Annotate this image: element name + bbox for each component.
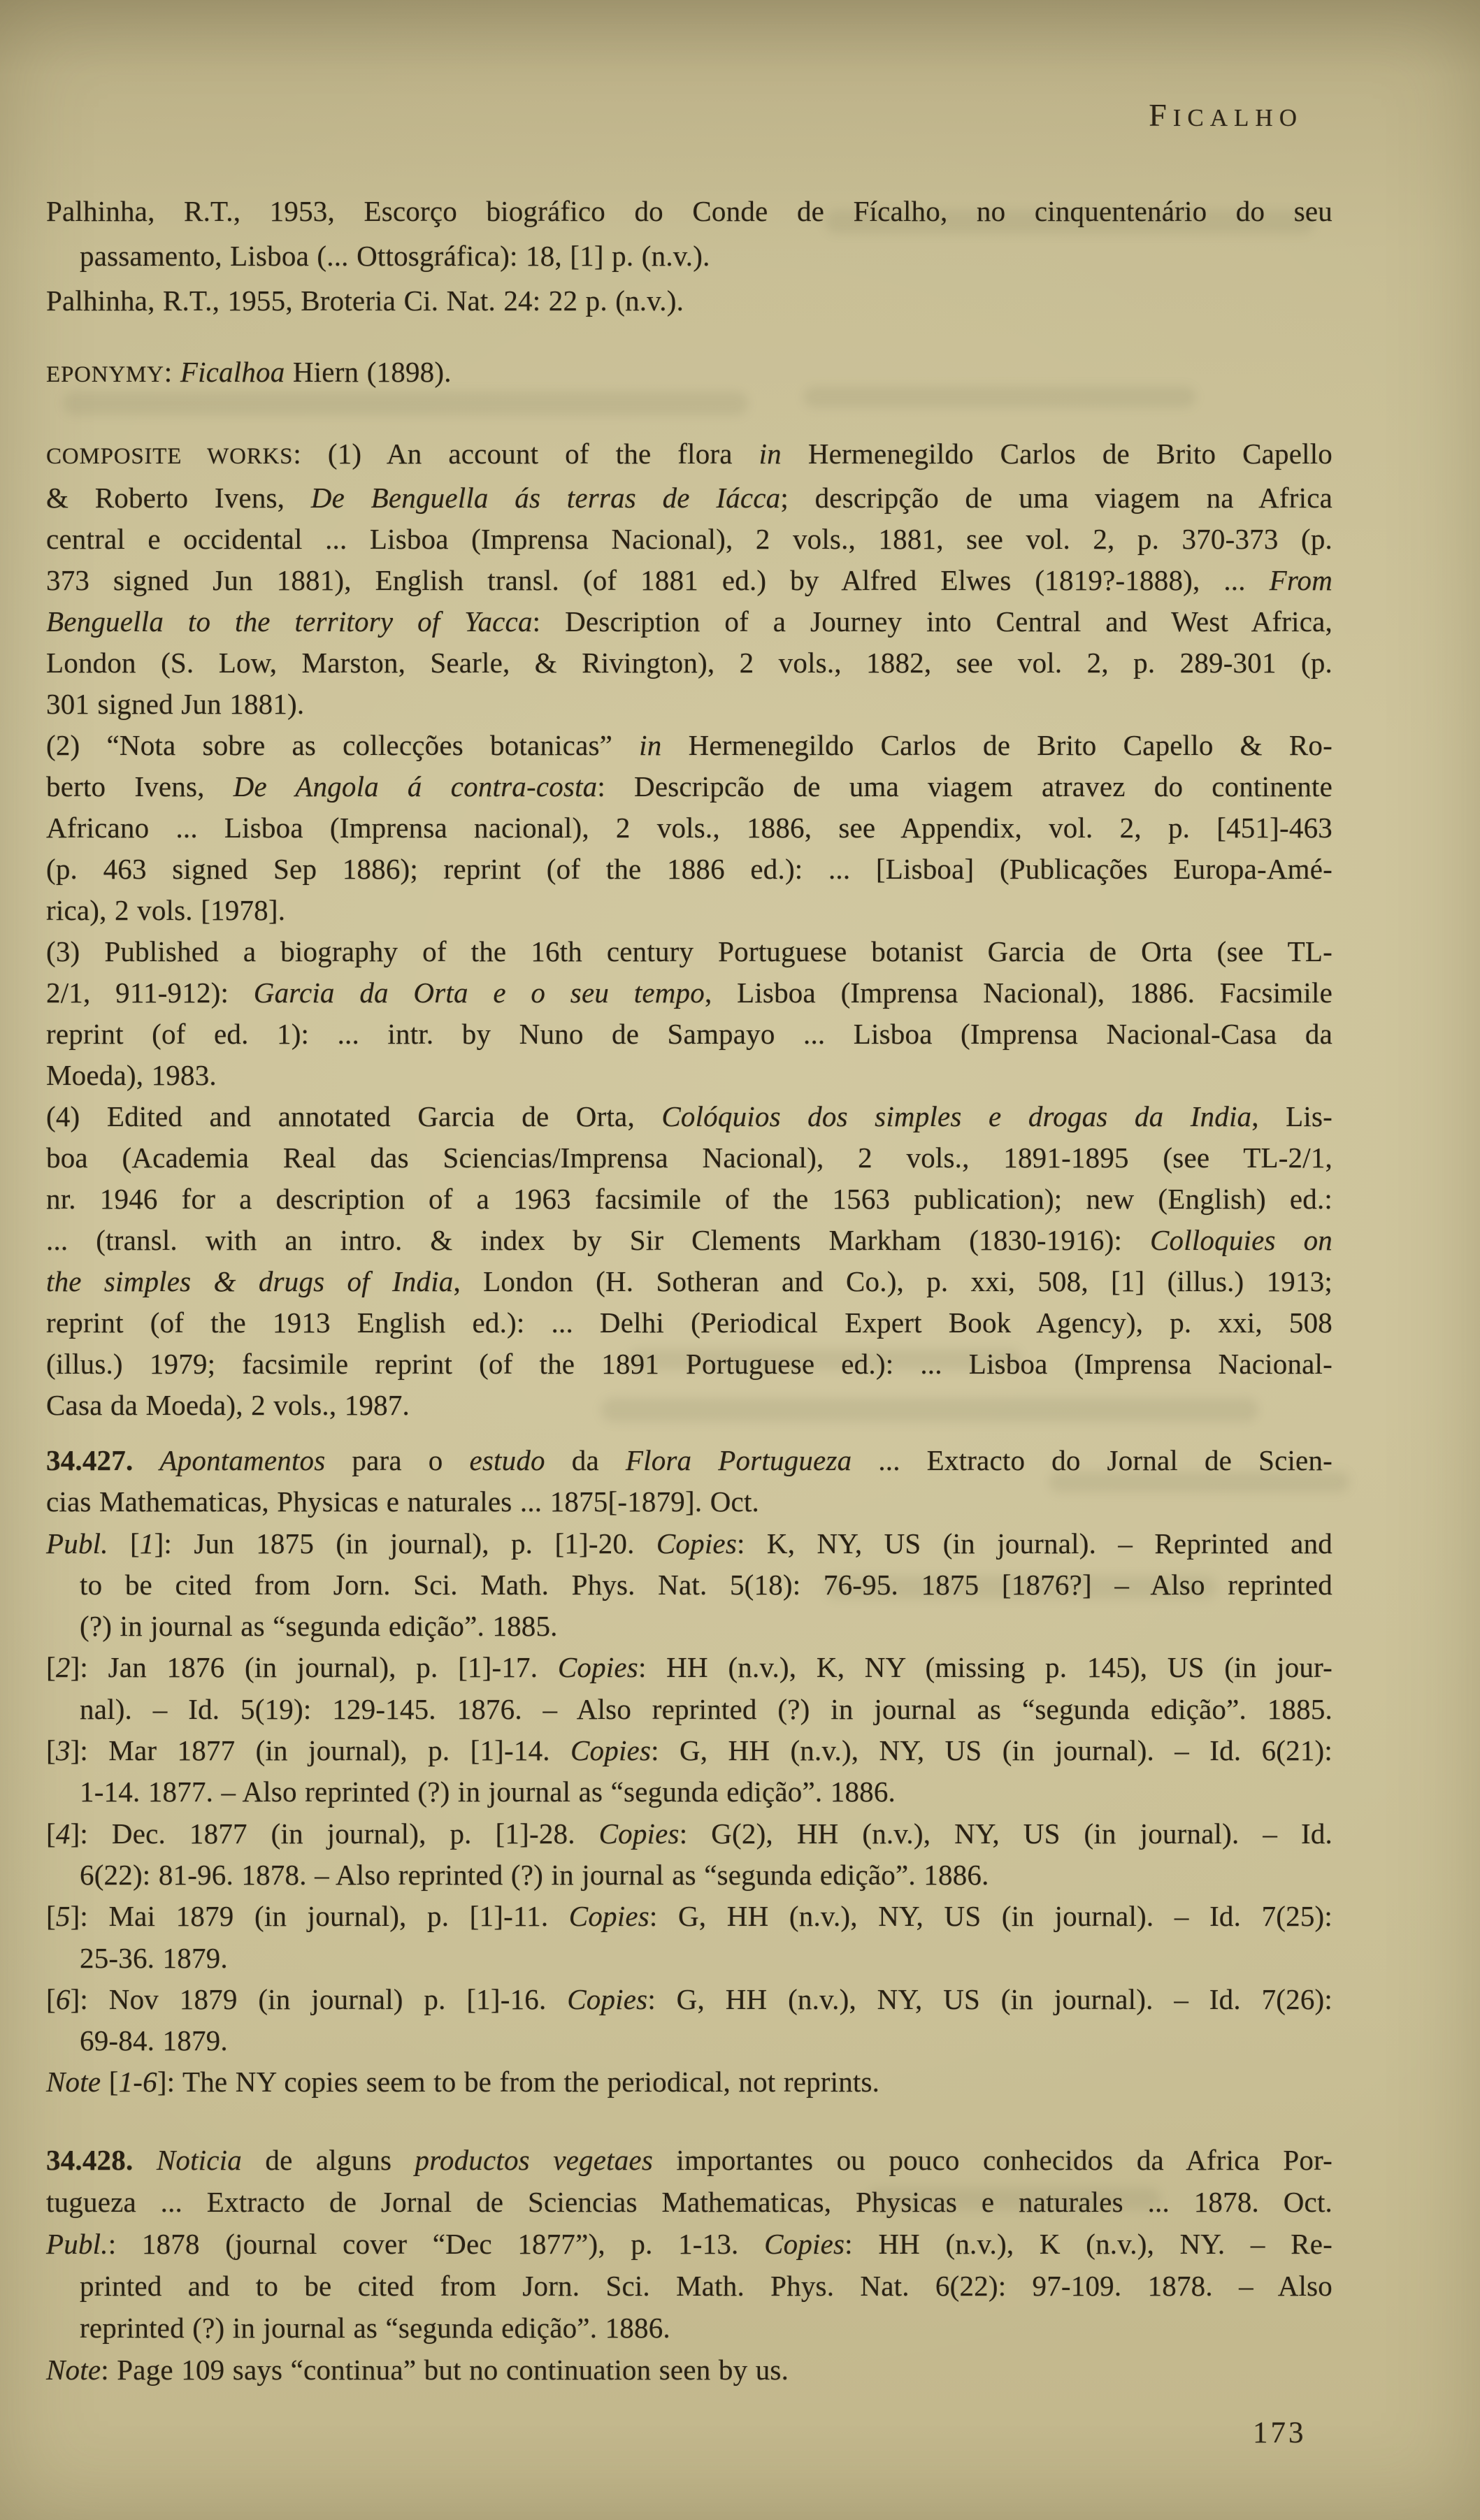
text-segment: 6(22): 81-96. 1878. – Also reprinted (?) in journal as “segunda edição”. 1886. xyxy=(80,1858,989,1891)
italic-segment: Copies xyxy=(557,1651,638,1684)
text-line xyxy=(46,1523,1332,1564)
text-line xyxy=(46,1813,1332,1855)
text-line xyxy=(46,2139,1332,2181)
text-line xyxy=(46,1302,1332,1344)
italic-segment: Publ. xyxy=(46,2228,108,2260)
italic-segment: Copies xyxy=(764,2228,845,2260)
italic-segment: Colloquies on xyxy=(1149,1224,1333,1256)
text-segment: 2/1, 911-912): xyxy=(46,977,254,1009)
text-line xyxy=(46,1481,1332,1522)
text-segment: ]: Jan 1876 (in journal), p. [1]-17. xyxy=(70,1651,558,1684)
text-line xyxy=(46,433,1332,477)
text-line xyxy=(46,189,1332,233)
italic-segment: in xyxy=(759,438,782,470)
text-segment xyxy=(133,2144,156,2176)
text-segment: ]: The NY copies seem to be from the periodical, not reprints. xyxy=(157,2066,880,2098)
text-segment: reprinted (?) in journal as “segunda edição”. 1886. xyxy=(80,2312,670,2344)
text-segment: passamento, Lisboa (... Ottosgráfica): 18, [1] p. (n.v.). xyxy=(80,240,710,272)
text-line xyxy=(46,1896,1332,1937)
composite-works-entry xyxy=(46,433,1332,1426)
italic-segment: Copies xyxy=(567,1982,648,2015)
italic-segment: 3 xyxy=(55,1734,71,1767)
text-line xyxy=(46,1855,1332,1896)
italic-segment: in xyxy=(639,729,662,761)
text-segment: nal). – Id. 5(19): 129-145. 1876. – Also reprinted (?) in journal as “segunda edição”. 1885. xyxy=(80,1692,1332,1725)
italic-segment: Copies xyxy=(570,1734,652,1767)
text-segment: ; descripção de uma viagem na Africa xyxy=(780,482,1333,514)
text-segment: : HH (n.v.), K, NY (missing p. 145), US (in jour- xyxy=(638,1651,1332,1684)
text-line xyxy=(46,972,1332,1014)
text-line xyxy=(46,684,1332,725)
text-segment: : Description of a Journey into Central and West Africa, xyxy=(532,605,1332,638)
text-segment: (4) Edited and annotated Garcia de Orta, xyxy=(46,1100,662,1132)
italic-segment: Copies xyxy=(656,1527,737,1560)
text-segment: (3) Published a biography of the 16th century Portuguese botanist Garcia de Orta (see TL- xyxy=(46,935,1332,967)
italic-segment: 1-6 xyxy=(118,2066,157,2098)
text-segment: (p. 463 signed Sep 1886); reprint (of the 1886 ed.): ... [Lisboa] (Publicações Europa-Amé- xyxy=(46,853,1332,885)
text-segment: cias Mathematicas, Physicas e naturales ... 1875[-1879]. Oct. xyxy=(46,1485,759,1518)
text-line xyxy=(46,849,1332,890)
text-line xyxy=(46,725,1332,766)
text-line xyxy=(46,1730,1332,1771)
text-segment: (illus.) 1979; facsimile reprint (of the 1891 Portuguese ed.): ... Lisboa (Imprensa Nacional- xyxy=(46,1348,1332,1380)
text-line xyxy=(46,1979,1332,2020)
text-segment: : G, HH (n.v.), NY, US (in journal). – Id. 7(25): xyxy=(649,1900,1332,1933)
text-line xyxy=(46,1055,1332,1096)
text-segment: ICALHO xyxy=(1172,104,1303,131)
italic-segment: 1 xyxy=(139,1527,155,1560)
running-head xyxy=(1149,96,1303,134)
text-line xyxy=(46,2265,1332,2307)
text-segment: : (1) An account of the flora xyxy=(293,438,759,470)
text-line xyxy=(46,1440,1332,1481)
text-segment: , Lis- xyxy=(1251,1100,1333,1132)
text-segment: : K, NY, US (in journal). – Reprinted and xyxy=(736,1527,1332,1560)
entry-34-428 xyxy=(46,2139,1332,2391)
text-segment: 1-14. 1877. – Also reprinted (?) in journal as “segunda edição”. 1886. xyxy=(80,1776,896,1808)
text-line xyxy=(46,1385,1332,1426)
text-line xyxy=(46,2061,1332,2103)
italic-segment: Publ. xyxy=(46,1527,108,1560)
text-line xyxy=(46,1220,1332,1261)
text-line xyxy=(46,1344,1332,1385)
text-segment: [ xyxy=(46,1817,56,1850)
text-line xyxy=(46,766,1332,807)
text-segment: ]: Jun 1875 (in journal), p. [1]-20. xyxy=(154,1527,656,1560)
text-line xyxy=(46,477,1332,519)
italic-segment: De Angola á contra-costa xyxy=(233,770,598,802)
text-segment: : Page 109 says “continua” but no continuation seen by us. xyxy=(101,2354,789,2386)
text-line xyxy=(46,233,1332,278)
text-line xyxy=(46,560,1332,601)
italic-segment: 6 xyxy=(55,1982,71,2015)
text-segment: ]: Mai 1879 (in journal), p. [1]-11. xyxy=(70,1900,569,1933)
text-line xyxy=(46,890,1332,931)
text-segment: [ xyxy=(46,1900,56,1933)
text-segment xyxy=(133,1444,159,1476)
text-line xyxy=(46,1606,1332,1647)
text-segment: Palhinha, R.T., 1955, Broteria Ci. Nat. 24: 22 p. (n.v.). xyxy=(46,285,684,317)
italic-segment: productos vegetaes xyxy=(415,2144,653,2176)
text-segment: para o xyxy=(325,1444,470,1476)
text-segment: (2) “Nota sobre as collecções botanicas” xyxy=(46,729,640,761)
text-line xyxy=(46,350,1332,397)
entry-34-427 xyxy=(46,1440,1332,2103)
italic-segment: Noticia xyxy=(156,2144,242,2176)
italic-segment: Benguella to the territory of Yacca xyxy=(46,605,533,638)
text-segment: Hermenegildo Carlos de Brito Capello xyxy=(781,438,1332,470)
text-line xyxy=(46,1261,1332,1302)
italic-segment: Ficalhoa xyxy=(180,356,285,388)
text-segment: rica), 2 vols. [1978]. xyxy=(46,894,286,926)
text-segment: Palhinha, R.T., 1953, Escorço biográfico do Conde de Fícalho, no cinquentenário do seu xyxy=(46,195,1332,227)
bold-segment: 34.428. xyxy=(46,2144,134,2176)
text-segment: 373 signed Jun 1881), English transl. (of 1881 ed.) by Alfred Elwes (1819?-1888), ... xyxy=(46,564,1270,596)
text-line xyxy=(46,1771,1332,1813)
text-line xyxy=(46,1137,1332,1179)
text-segment: 301 signed Jun 1881). xyxy=(46,688,305,720)
text-segment: : G(2), HH (n.v.), NY, US (in journal). – Id. xyxy=(679,1817,1332,1850)
text-segment: Hiern (1898). xyxy=(285,356,452,388)
text-segment: : 1878 (journal cover “Dec 1877”), p. 1-13. xyxy=(108,2228,765,2260)
text-segment: : HH (n.v.), K (n.v.), NY. – Re- xyxy=(845,2228,1332,2260)
eponymy-entry xyxy=(46,350,1332,397)
italic-segment: Flora Portugueza xyxy=(625,1444,852,1476)
text-segment: de alguns xyxy=(241,2144,415,2176)
text-segment: [ xyxy=(46,1982,56,2015)
text-segment: : G, HH (n.v.), NY, US (in journal). – Id. 6(21): xyxy=(651,1734,1332,1767)
text-segment: ]: Nov 1879 (in journal) p. [1]-16. xyxy=(70,1982,568,2015)
text-segment: to be cited from Jorn. Sci. Math. Phys. Nat. 5(18): 76-95. 1875 [1876?] – Also reprinted xyxy=(80,1568,1332,1601)
text-line xyxy=(46,2223,1332,2265)
italic-segment: estudo xyxy=(469,1444,545,1476)
text-line xyxy=(46,601,1332,642)
text-segment: reprint (of the 1913 English ed.): ... Delhi (Periodical Expert Book Agency), p. xxi, 508 xyxy=(46,1306,1332,1339)
text-segment: : G, HH (n.v.), NY, US (in journal). – Id. 7(26): xyxy=(647,1982,1332,2015)
text-segment: , Lisboa (Imprensa Nacional), 1886. Facsimile xyxy=(704,977,1332,1009)
text-line xyxy=(46,2307,1332,2349)
text-segment: (?) in journal as “segunda edição”. 1885. xyxy=(80,1610,558,1643)
text-segment: ... (transl. with an intro. & index by Sir Clements Markham (1830-1916): xyxy=(46,1224,1150,1256)
italic-segment: De Benguella ás terras de Iácca xyxy=(310,482,781,514)
text-line xyxy=(46,2349,1332,2391)
text-segment: reprint (of ed. 1): ... intr. by Nuno de Sampayo ... Lisboa (Imprensa Nacional-Casa da xyxy=(46,1018,1332,1050)
text-segment: importantes ou pouco conhecidos da Africa Por- xyxy=(652,2144,1333,2176)
italic-segment: Note xyxy=(46,2354,101,2386)
text-segment: Moeda), 1983. xyxy=(46,1059,217,1091)
text-segment: Africano ... Lisboa (Imprensa nacional), 2 vols., 1886, see Appendix, vol. 2, p. [451]-463 xyxy=(46,812,1332,844)
text-segment: 69-84. 1879. xyxy=(80,2024,228,2057)
text-line xyxy=(46,1647,1332,1688)
reference-citations xyxy=(46,189,1332,323)
italic-segment: 5 xyxy=(55,1900,71,1933)
text-segment: Hermenegildo Carlos de Brito Capello & Ro- xyxy=(661,729,1332,761)
text-line xyxy=(46,2181,1332,2223)
italic-segment: Colóquios dos simples e drogas da India xyxy=(661,1100,1252,1132)
text-line xyxy=(46,2020,1332,2061)
italic-segment: Garcia da Orta e o seu tempo xyxy=(253,977,705,1009)
text-segment: London (S. Low, Marston, Searle, & Rivington), 2 vols., 1882, see vol. 2, p. 289-301 (p. xyxy=(46,647,1332,679)
text-line xyxy=(46,1179,1332,1220)
smallcaps-segment: COMPOSITE WORKS xyxy=(46,444,294,469)
text-segment: Casa da Moeda), 2 vols., 1987. xyxy=(46,1389,410,1421)
text-segment: ... Extracto do Jornal de Scien- xyxy=(852,1444,1333,1476)
text-segment: tugueza ... Extracto de Jornal de Sciencias Mathematicas, Physicas e naturales ... 1878. Oct. xyxy=(46,2186,1332,2218)
text-line xyxy=(46,931,1332,972)
text-segment: central e occidental ... Lisboa (Imprensa Nacional), 2 vols., 1881, see vol. 2, p. 370-373 (p. xyxy=(46,523,1332,555)
text-segment: berto Ivens, xyxy=(46,770,234,802)
text-line xyxy=(46,1014,1332,1055)
text-segment: ]: Dec. 1877 (in journal), p. [1]-28. xyxy=(70,1817,599,1850)
text-segment: : xyxy=(164,356,180,388)
text-segment: ]: Mar 1877 (in journal), p. [1]-14. xyxy=(70,1734,571,1767)
text-line xyxy=(46,642,1332,684)
text-line xyxy=(46,1938,1332,1979)
text-line xyxy=(46,519,1332,560)
bold-segment: 34.427. xyxy=(46,1444,134,1476)
italic-segment: From xyxy=(1269,564,1332,596)
italic-segment: the simples & drugs of India xyxy=(46,1265,454,1297)
italic-segment: Copies xyxy=(598,1817,680,1850)
text-segment: 25-36. 1879. xyxy=(80,1941,228,1974)
text-segment: : Descripcão de uma viagem atravez do continente xyxy=(597,770,1333,802)
text-segment: nr. 1946 for a description of a 1963 facsimile of the 1563 publication); new (English) ed.: xyxy=(46,1183,1332,1215)
italic-segment: Copies xyxy=(568,1900,649,1933)
italic-segment: 2 xyxy=(55,1651,71,1684)
text-segment: & Roberto Ivens, xyxy=(46,482,311,514)
italic-segment: Note xyxy=(46,2066,101,2098)
text-line xyxy=(46,278,1332,323)
text-segment: [ xyxy=(108,1527,140,1560)
smallcaps-segment: EPONYMY xyxy=(46,362,164,387)
italic-segment: 4 xyxy=(55,1817,71,1850)
page-number: 173 xyxy=(1253,2417,1307,2449)
text-line xyxy=(46,807,1332,849)
text-segment: , London (H. Sotheran and Co.), p. xxi, 508, [1] (illus.) 1913; xyxy=(453,1265,1332,1297)
text-segment: boa (Academia Real das Sciencias/Imprensa Nacional), 2 vols., 1891-1895 (see TL-2/1, xyxy=(46,1142,1332,1174)
italic-segment: Apontamentos xyxy=(159,1444,326,1476)
text-segment: [ xyxy=(46,1651,56,1684)
text-segment: [ xyxy=(101,2066,119,2098)
text-segment: printed and to be cited from Jorn. Sci. Math. Phys. Nat. 6(22): 97-109. 1878. – Also xyxy=(80,2270,1332,2302)
text-line xyxy=(46,1096,1332,1137)
text-line xyxy=(46,1689,1332,1730)
text-line xyxy=(46,1564,1332,1606)
text-segment: F xyxy=(1149,97,1173,133)
text-segment: [ xyxy=(46,1734,56,1767)
text-segment: da xyxy=(545,1444,626,1476)
